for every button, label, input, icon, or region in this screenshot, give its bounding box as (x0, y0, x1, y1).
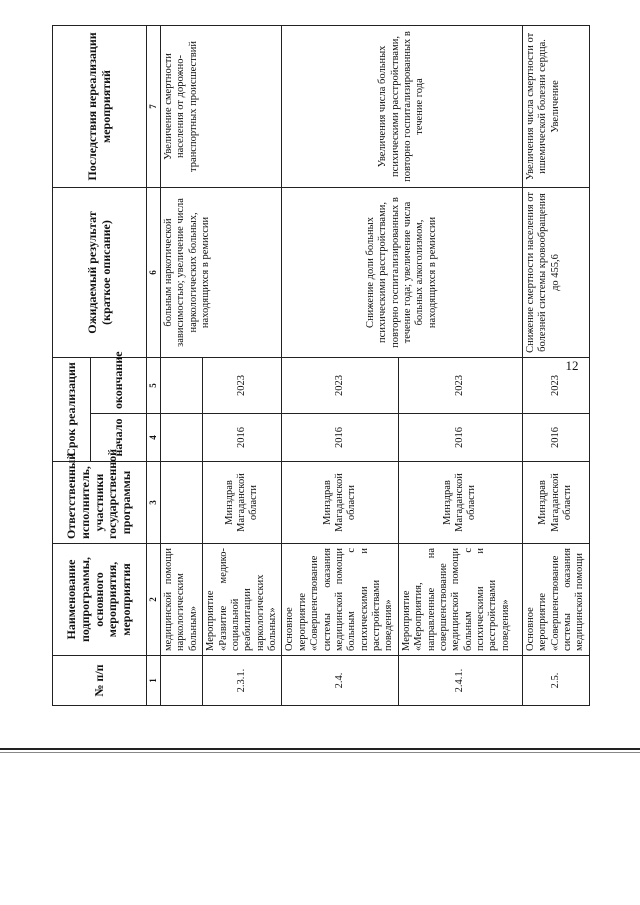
row-end: 2023 (522, 357, 589, 413)
header-period: Срок реализации (53, 357, 91, 461)
column-number: 4 (147, 414, 161, 462)
header-num: № п/п (53, 656, 147, 706)
row-end (161, 357, 203, 413)
header-consequences: Последствия нереализации мероприятий (53, 25, 147, 187)
row-name: Мероприятие «Развитие медико-социальной реабилитации наркологических больных» (203, 544, 282, 656)
row-num: 2.3.1. (203, 656, 282, 706)
row-responsible: Минздрав Магаданской области (522, 462, 589, 544)
row-responsible: Минздрав Магаданской области (398, 462, 522, 544)
column-number-row (147, 25, 161, 705)
row-end: 2023 (398, 357, 522, 413)
column-number: 1 (147, 656, 161, 706)
row-start: 2016 (282, 414, 398, 462)
column-number: 6 (147, 187, 161, 357)
row-num: 2.4. (282, 656, 398, 706)
row-num (161, 656, 203, 706)
row-num: 2.5. (522, 656, 589, 706)
divider-line-thin (0, 752, 640, 753)
column-number: 2 (147, 544, 161, 656)
table-row (282, 25, 398, 705)
row-responsible (161, 462, 203, 544)
rotated-page (52, 26, 592, 706)
row-end: 2023 (203, 357, 282, 413)
row-num: 2.4.1. (398, 656, 522, 706)
header-responsible: Ответственный исполнитель, участники государственной программы (53, 462, 147, 544)
row-name: Основное мероприятие «Совершенствование системы оказания медицинской помощи (522, 544, 589, 656)
header-result: Ожидаемый результат (краткое описание) (53, 187, 147, 357)
program-table (52, 25, 590, 706)
header-start: начало (91, 414, 147, 462)
column-number: 3 (147, 462, 161, 544)
column-number: 7 (147, 25, 161, 187)
header-end: окончание (91, 357, 147, 413)
divider-line (0, 748, 640, 750)
row-consequences: Увеличения числа больных психическими расстройствами, повторно госпитализированных в течение года (282, 25, 522, 187)
row-responsible: Минздрав Магаданской области (203, 462, 282, 544)
row-consequences: Увеличение смертности населения от дорожно-транспортных происшествий (161, 25, 282, 187)
row-result: Снижение доли больных психическими расстройствами, повторно госпитализированных в течение года; увеличение числа больных алкоголизмом, находящихся в ремиссии (282, 187, 522, 357)
row-responsible: Минздрав Магаданской области (282, 462, 398, 544)
row-start: 2016 (522, 414, 589, 462)
row-start (161, 414, 203, 462)
row-result: Снижение смертности населения от болезней системы кровообращения до 455,6 (522, 187, 589, 357)
page-number: 12 (565, 358, 579, 373)
row-name: медицинской помощи наркологическим больным» (161, 544, 203, 656)
table-row (161, 25, 203, 705)
row-start: 2016 (203, 414, 282, 462)
row-name: Основное мероприятие «Совершенствование системы оказания медицинской помощи больным с психическими и расстройствами поведения» (282, 544, 398, 656)
header-row (53, 25, 91, 705)
row-end: 2023 (282, 357, 398, 413)
row-start: 2016 (398, 414, 522, 462)
header-name: Наименование подпрограммы, основного мероприятия, мероприятия (53, 544, 147, 656)
column-number: 5 (147, 357, 161, 413)
row-result: больным наркотической зависимостью; увеличение числа наркологических больных, находящихся в ремиссии (161, 187, 282, 357)
row-name: Мероприятие «Мероприятия, направленные на совершенствование медицинской помощи больным с психическими и расстройствами поведения» (398, 544, 522, 656)
row-consequences: Увеличения числа смертности от ишемической болезни сердца. Увеличение (522, 25, 589, 187)
